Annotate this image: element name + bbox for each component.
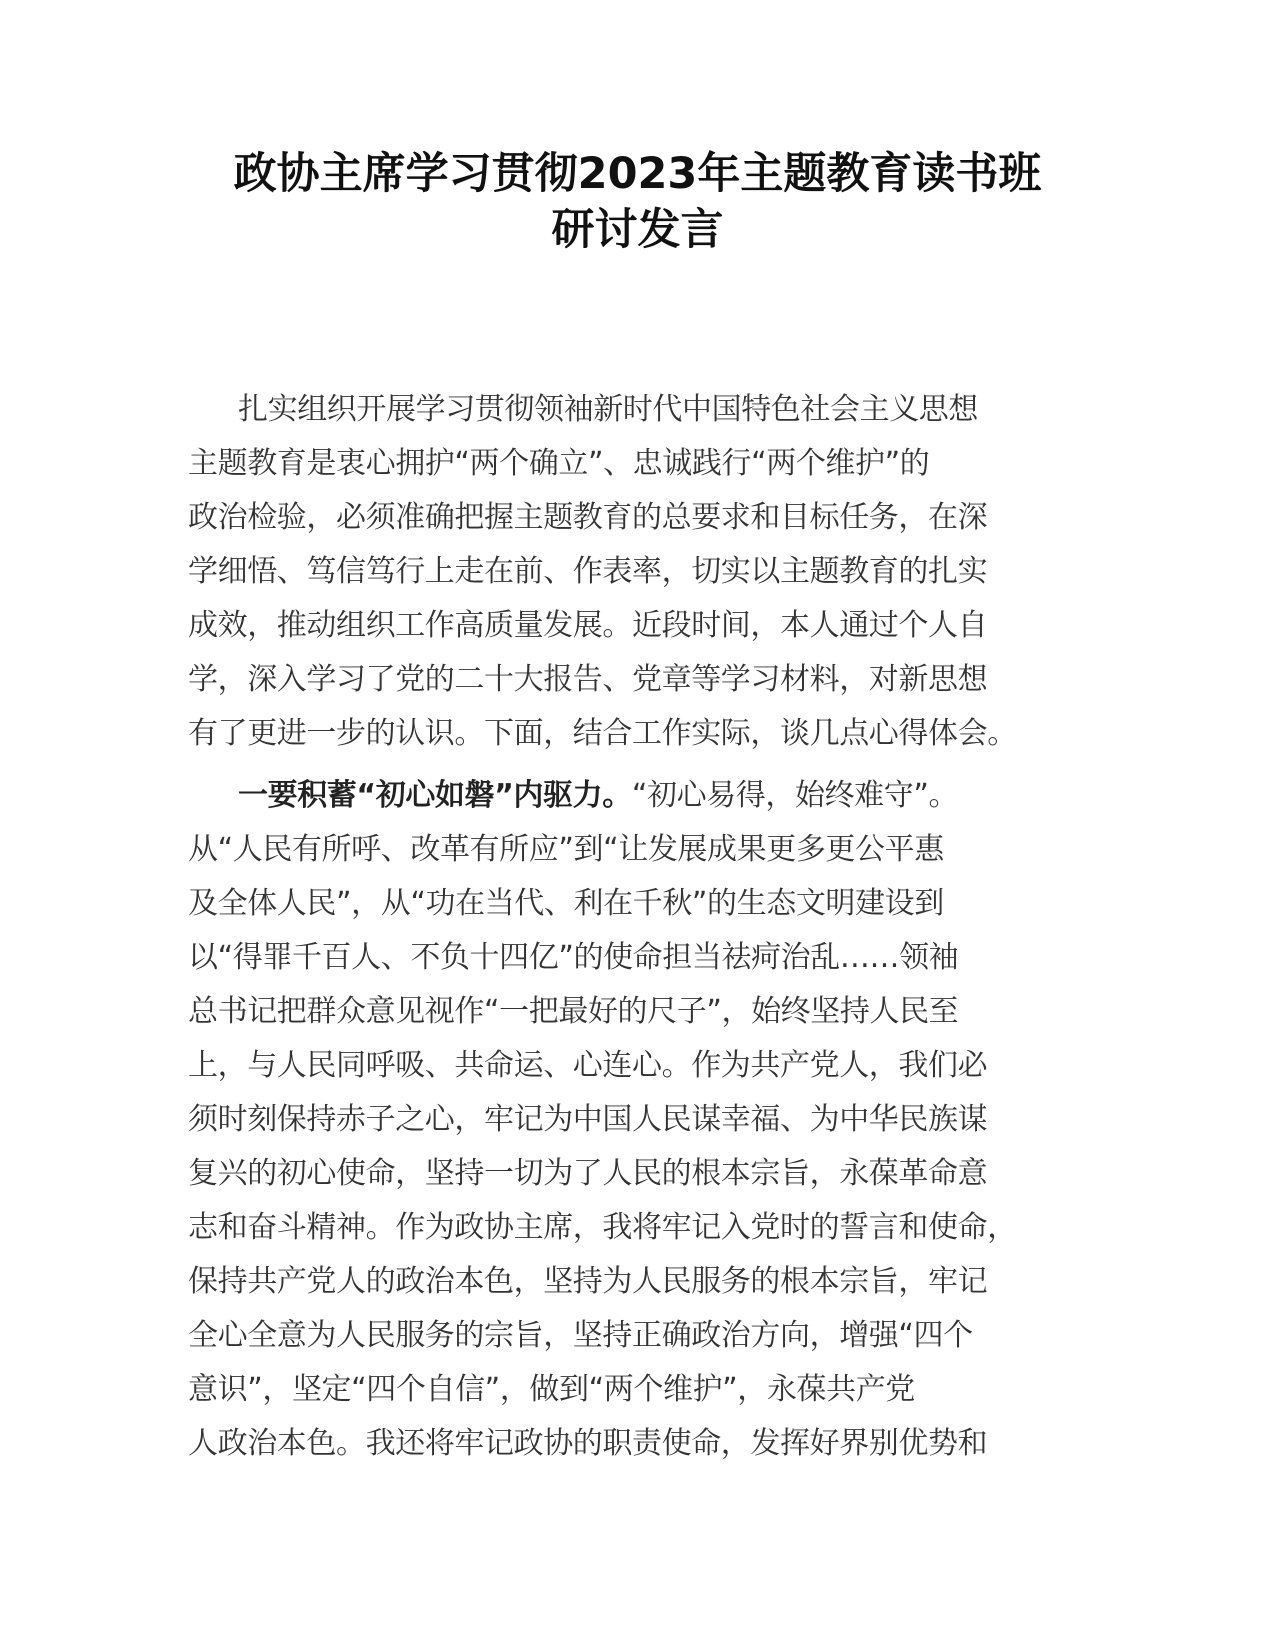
paragraph-line: 须时刻保持赤子之心，牢记为中国人民谋幸福、为中华民族谋 (188, 1102, 988, 1137)
paragraph-line: 保持共产党人的政治本色，坚持为人民服务的根本宗旨，牢记 (188, 1264, 988, 1299)
document-body (188, 383, 1088, 1479)
paragraph-first-line (188, 769, 1088, 823)
section-heading: 一要积蓄“初心如磐”内驱力。 (238, 778, 632, 813)
paragraph-line-rest: “初心易得，始终难守”。 (631, 778, 959, 813)
paragraph-line: 志和奋斗精神。作为政协主席，我将牢记入党时的誓言和使命， (188, 1210, 1017, 1245)
paragraph-line: 学细悟、笃信笃行上走在前、作表率，切实以主题教育的扎实 (188, 554, 988, 589)
paragraph-line: 成效，推动组织工作高质量发展。近段时间，本人通过个人自 (188, 608, 988, 643)
paragraph-line: 主题教育是衷心拥护“两个确立”、忠诚践行“两个维护”的 (188, 446, 930, 481)
paragraph-line: 及全体人民”，从“功在当代、利在千秋”的生态文明建设到 (188, 886, 944, 921)
paragraph-point-one (188, 769, 1088, 1471)
paragraph-intro (188, 383, 1088, 761)
paragraph-line: 复兴的初心使命，坚持一切为了人民的根本宗旨，永葆革命意 (188, 1156, 988, 1191)
paragraph-line: 总书记把群众意见视作“一把最好的尺子”，始终坚持人民至 (188, 994, 959, 1029)
paragraph-line: 意识”，坚定“四个自信”，做到“两个维护”，永葆共产党 (188, 1372, 915, 1407)
paragraph-line: 学，深入学习了党的二十大报告、党章等学习材料，对新思想 (188, 662, 988, 697)
title-line-1: 政协主席学习贯彻2023年主题教育读书班 (233, 149, 1042, 199)
paragraph-line: 上，与人民同呼吸、共命运、心连心。作为共产党人，我们必 (188, 1048, 988, 1083)
paragraph-line: 人政治本色。我还将牢记政协的职责使命，发挥好界别优势和 (188, 1426, 988, 1461)
paragraph-line: 从“人民有所呼、改革有所应”到“让发展成果更多更公平惠 (188, 832, 944, 867)
paragraph-line: 政治检验，必须准确把握主题教育的总要求和目标任务，在深 (188, 500, 988, 535)
title-line-2: 研讨发言 (551, 205, 724, 255)
paragraph-line: 以“得罪千百人、不负十四亿”的使命担当祛疴治乱……领袖 (188, 940, 959, 975)
paragraph-line: 全心全意为人民服务的宗旨，坚持正确政治方向，增强“四个 (188, 1318, 973, 1353)
document-title (150, 146, 1125, 258)
paragraph-line: 扎实组织开展学习贯彻领袖新时代中国特色社会主义思想 (238, 392, 978, 427)
paragraph-line: 有了更进一步的认识。下面，结合工作实际，谈几点心得体会。 (188, 716, 1017, 751)
